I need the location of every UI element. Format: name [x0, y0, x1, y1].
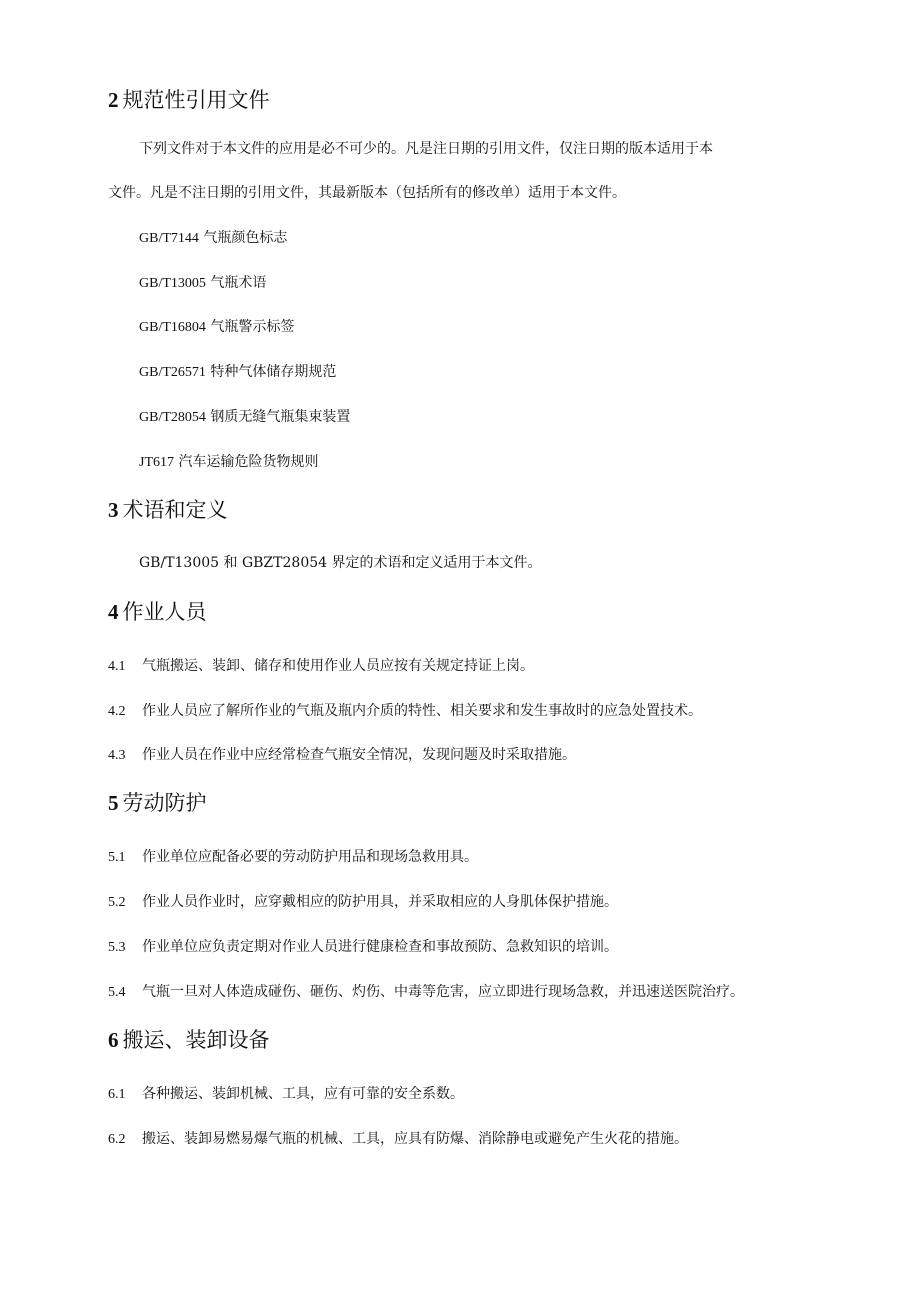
clause-number: 5.1 — [108, 850, 126, 865]
reference-code: GB/T13005 — [139, 276, 206, 291]
section-3-heading — [108, 497, 228, 523]
section-number: 5 — [108, 791, 119, 815]
clause-item — [108, 746, 576, 765]
section-2-heading — [108, 87, 270, 113]
clause-number: 5.4 — [108, 985, 126, 1000]
reference-code: GB/T28054 — [139, 410, 206, 425]
clause-number: 5.2 — [108, 895, 126, 910]
clause-text: 作业单位应配备必要的劳动防护用品和现场急救用具。 — [142, 849, 478, 865]
reference-code: GB/T26571 — [139, 365, 206, 380]
clause-number: 6.1 — [108, 1087, 126, 1102]
reference-title: 汽车运输危险货物规则 — [178, 454, 319, 470]
clause-item — [108, 1085, 464, 1104]
section-2-intro-line-2: 文件。凡是不注日期的引用文件，其最新版本（包括所有的修改单）适用于本文件。 — [108, 185, 626, 201]
section-number: 6 — [108, 1028, 119, 1052]
section-number: 3 — [108, 498, 119, 522]
section-number: 2 — [108, 88, 119, 112]
clause-number: 4.2 — [108, 704, 126, 719]
section-4-heading — [108, 599, 207, 625]
section-title: 搬运、装卸设备 — [122, 1028, 270, 1052]
clause-number: 5.3 — [108, 940, 126, 955]
section-3-text: GB/T13005 和 GBZT28054 界定的术语和定义适用于本文件。 — [139, 555, 542, 571]
clause-item — [108, 938, 618, 957]
section-2-intro-line-1: 下列文件对于本文件的应用是必不可少的。凡是注日期的引用文件，仅注日期的版本适用于本 — [139, 141, 713, 157]
reference-item — [139, 408, 350, 427]
clause-text: 各种搬运、装卸机械、工具，应有可靠的安全系数。 — [142, 1086, 464, 1102]
clause-item — [108, 1130, 688, 1149]
reference-code: JT617 — [139, 455, 174, 470]
clause-text: 气瓶一旦对人体造成碰伤、砸伤、灼伤、中毒等危害，应立即进行现场急救，并迅速送医院治疗。 — [142, 984, 744, 1000]
section-title: 劳动防护 — [122, 791, 207, 815]
reference-item — [139, 453, 318, 472]
clause-text: 作业单位应负责定期对作业人员进行健康检查和事故预防、急救知识的培训。 — [142, 939, 618, 955]
clause-number: 4.1 — [108, 659, 126, 674]
reference-item — [139, 229, 287, 248]
clause-item — [108, 893, 618, 912]
clause-number: 6.2 — [108, 1132, 126, 1147]
clause-item — [108, 702, 702, 721]
reference-code: GB/T7144 — [139, 231, 199, 246]
reference-title: 特种气体储存期规范 — [210, 364, 337, 380]
section-title: 规范性引用文件 — [122, 88, 270, 112]
section-6-heading — [108, 1027, 270, 1053]
clause-text: 气瓶搬运、装卸、储存和使用作业人员应按有关规定持证上岗。 — [142, 658, 534, 674]
reference-title: 钢质无缝气瓶集束装置 — [210, 409, 351, 425]
clause-number: 4.3 — [108, 748, 126, 763]
reference-item — [139, 318, 294, 337]
clause-text: 作业人员应了解所作业的气瓶及瓶内介质的特性、相关要求和发生事故时的应急处置技术。 — [142, 703, 702, 719]
section-title: 术语和定义 — [122, 498, 228, 522]
reference-code: GB/T16804 — [139, 320, 206, 335]
clause-text: 搬运、装卸易燃易爆气瓶的机械、工具，应具有防爆、消除静电或避免产生火花的措施。 — [142, 1131, 688, 1147]
clause-item — [108, 848, 478, 867]
section-number: 4 — [108, 600, 119, 624]
clause-item — [108, 657, 534, 676]
reference-title: 气瓶警示标签 — [210, 319, 295, 335]
reference-item — [139, 274, 266, 293]
clause-item — [108, 983, 744, 1002]
reference-title: 气瓶术语 — [210, 275, 267, 291]
clause-text: 作业人员在作业中应经常检查气瓶安全情况，发现问题及时采取措施。 — [142, 747, 576, 763]
section-title: 作业人员 — [122, 600, 207, 624]
reference-item — [139, 363, 336, 382]
clause-text: 作业人员作业时，应穿戴相应的防护用具，并采取相应的人身肌体保护措施。 — [142, 894, 618, 910]
section-5-heading — [108, 790, 207, 816]
reference-title: 气瓶颜色标志 — [203, 230, 288, 246]
